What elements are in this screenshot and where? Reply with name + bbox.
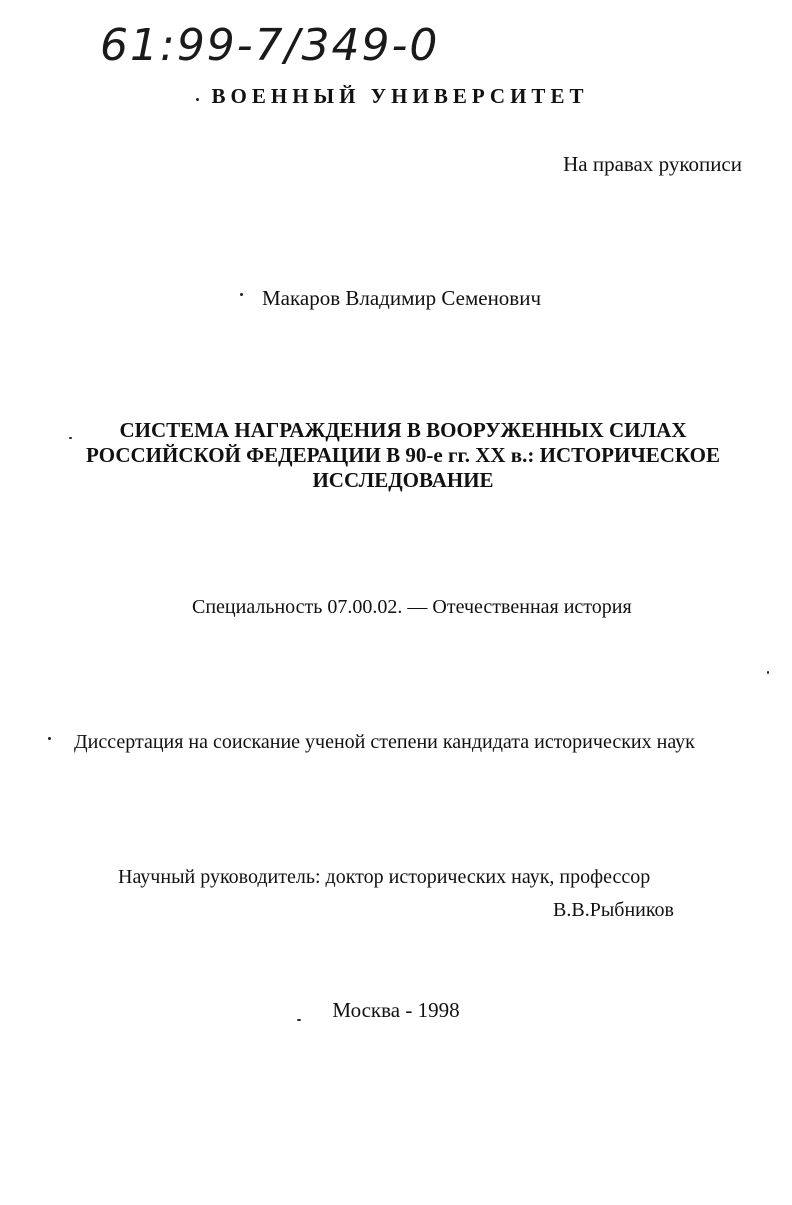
scan-speck <box>196 98 199 101</box>
dissertation-degree-line: Диссертация на соискание ученой степени кандидата исторических наук <box>74 731 695 753</box>
archive-code-text: 61:99-7/349-0 <box>100 20 440 71</box>
author-name: Макаров Владимир Семенович <box>262 286 542 310</box>
title-line: РОССИЙСКОЙ ФЕДЕРАЦИИ В 90-е гг. XX в.: ИСТОРИЧЕСКОЕ <box>86 443 720 467</box>
supervisor-line: Научный руководитель: доктор исторических наук, профессор <box>118 866 651 888</box>
scan-speck <box>48 737 51 740</box>
manuscript-rights-note: На правах рукописи <box>563 152 742 176</box>
scan-speck <box>69 437 72 439</box>
specialty-line: Специальность 07.00.02. — Отечественная история <box>192 596 632 618</box>
institution-name: ВОЕННЫЙ УНИВЕРСИТЕТ <box>211 84 589 108</box>
title-line: СИСТЕМА НАГРАЖДЕНИЯ В ВООРУЖЕННЫХ СИЛАХ <box>119 418 687 442</box>
dissertation-title <box>40 418 766 493</box>
title-line: ИССЛЕДОВАНИЕ <box>312 468 494 492</box>
scan-speck <box>297 1019 301 1021</box>
supervisor-name: В.В.Рыбников <box>553 899 674 921</box>
archive-code-handwritten <box>100 8 460 88</box>
scan-speck <box>767 671 769 674</box>
scan-speck <box>240 293 243 296</box>
city-year: Москва - 1998 <box>332 998 460 1022</box>
